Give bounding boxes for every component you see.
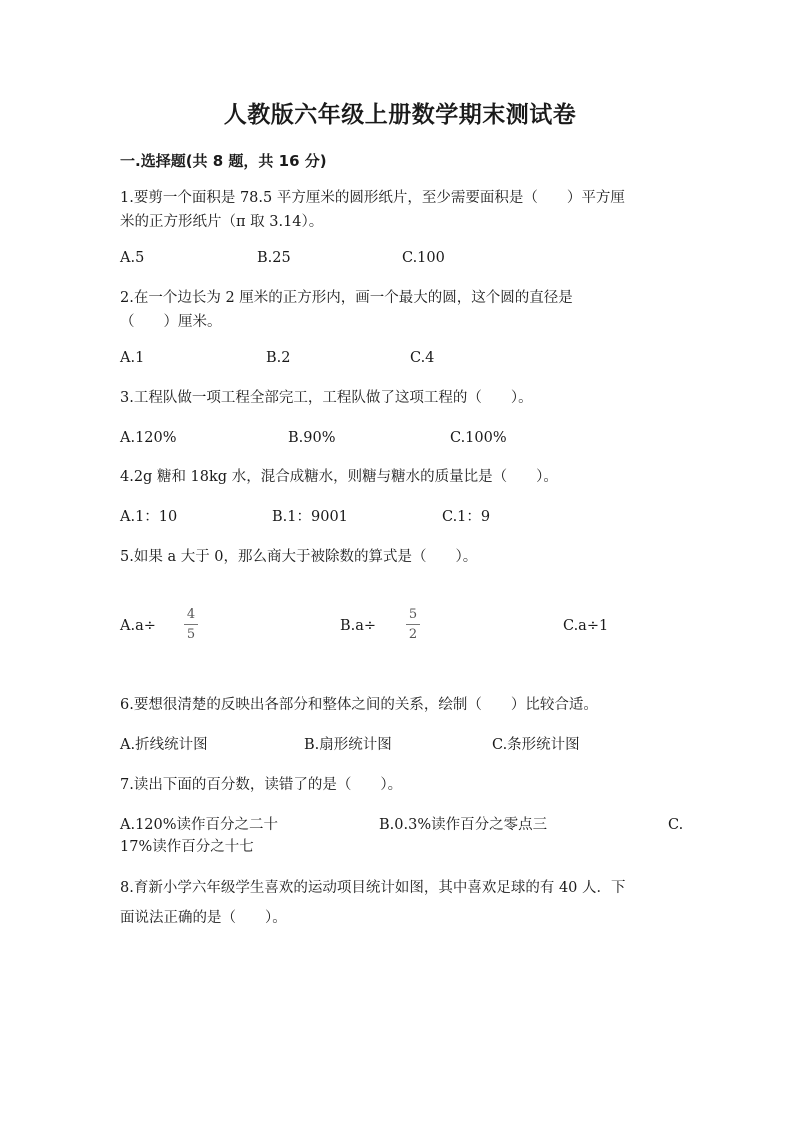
question-5-line1: 5.如果 a 大于 0，那么商大于被除数的算式是（ ）。 <box>120 549 478 565</box>
question-2-option-a[interactable]: A.1 <box>120 350 145 366</box>
question-7-option-c-continued[interactable]: 17%读作百分之十七 <box>120 839 254 855</box>
question-3 <box>120 386 686 410</box>
question-2-option-b[interactable]: B.2 <box>266 350 291 366</box>
question-1-option-a[interactable]: A.5 <box>120 250 145 266</box>
question-1 <box>120 186 686 234</box>
question-7-option-b[interactable]: B.0.3%读作百分之零点三 <box>379 817 548 833</box>
question-7-line1: 7.读出下面的百分数，读错了的是（ ）。 <box>120 777 403 793</box>
question-3-option-c[interactable]: C.100% <box>450 430 507 446</box>
fraction-4-5 <box>181 607 201 642</box>
question-7-option-a[interactable]: A.120%读作百分之二十 <box>120 817 279 833</box>
question-4-option-c[interactable]: C.1：9 <box>442 509 491 525</box>
question-1-line1: 1.要剪一个面积是 78.5 平方厘米的圆形纸片，至少需要面积是（ ）平方厘 <box>120 190 625 206</box>
fraction-bar <box>406 624 420 625</box>
question-2-option-c[interactable]: C.4 <box>410 350 435 366</box>
fraction-bar <box>184 624 198 625</box>
question-6-line1: 6.要想很清楚的反映出各部分和整体之间的关系，绘制（ ）比较合适。 <box>120 697 598 713</box>
question-1-line2: 米的正方形纸片（π 取 3.14）。 <box>120 214 324 230</box>
section-heading: 一.选择题(共 8 题，共 16 分) <box>120 152 327 170</box>
question-1-options <box>120 246 686 270</box>
question-4-option-b[interactable]: B.1：9001 <box>272 509 348 525</box>
question-7-options <box>120 813 686 837</box>
question-5-option-c[interactable]: C.a÷1 <box>563 618 609 634</box>
question-5-option-a[interactable]: A.a÷ <box>120 618 156 634</box>
question-2-options <box>120 346 686 370</box>
question-4-line1: 4.2g 糖和 18kg 水，混合成糖水，则糖与糖水的质量比是（ ）。 <box>120 469 558 485</box>
fraction-4-5-denominator: 5 <box>186 627 196 642</box>
question-3-option-a[interactable]: A.120% <box>120 430 177 446</box>
question-1-option-c[interactable]: C.100 <box>402 250 445 266</box>
question-4 <box>120 465 686 489</box>
question-5-option-b[interactable]: B.a÷ <box>340 618 377 634</box>
question-6 <box>120 693 686 717</box>
question-2-line1: 2.在一个边长为 2 厘米的正方形内，画一个最大的圆，这个圆的直径是 <box>120 290 573 306</box>
question-1-option-b[interactable]: B.25 <box>257 250 291 266</box>
question-3-line1: 3.工程队做一项工程全部完工，工程队做了这项工程的（ ）。 <box>120 390 533 406</box>
question-3-options <box>120 426 686 450</box>
fraction-5-2-denominator: 2 <box>408 627 418 642</box>
question-3-option-b[interactable]: B.90% <box>288 430 336 446</box>
question-2-line2: （ ）厘米。 <box>120 314 222 330</box>
fraction-5-2-numerator: 5 <box>408 607 418 622</box>
question-6-option-b[interactable]: B.扇形统计图 <box>304 737 392 753</box>
question-4-option-a[interactable]: A.1：10 <box>120 509 178 525</box>
question-7-option-c-continued-row <box>120 835 686 859</box>
page-title: 人教版六年级上册数学期末测试卷 <box>223 102 577 128</box>
fraction-4-5-numerator: 4 <box>186 607 196 622</box>
question-8-line1: 8.育新小学六年级学生喜欢的运动项目统计如图，其中喜欢足球的有 40 人．下 <box>120 880 626 896</box>
question-8-line2: 面说法正确的是（ ）。 <box>120 910 287 926</box>
question-6-option-c[interactable]: C.条形统计图 <box>492 737 580 753</box>
question-8 <box>120 873 686 933</box>
question-7-option-c[interactable]: C. <box>668 817 684 833</box>
question-5 <box>120 545 686 569</box>
question-2 <box>120 286 686 334</box>
fraction-5-2 <box>403 607 423 642</box>
question-4-options <box>120 505 686 529</box>
question-6-options <box>120 733 686 757</box>
question-6-option-a[interactable]: A.折线统计图 <box>120 737 208 753</box>
question-7 <box>120 773 686 797</box>
